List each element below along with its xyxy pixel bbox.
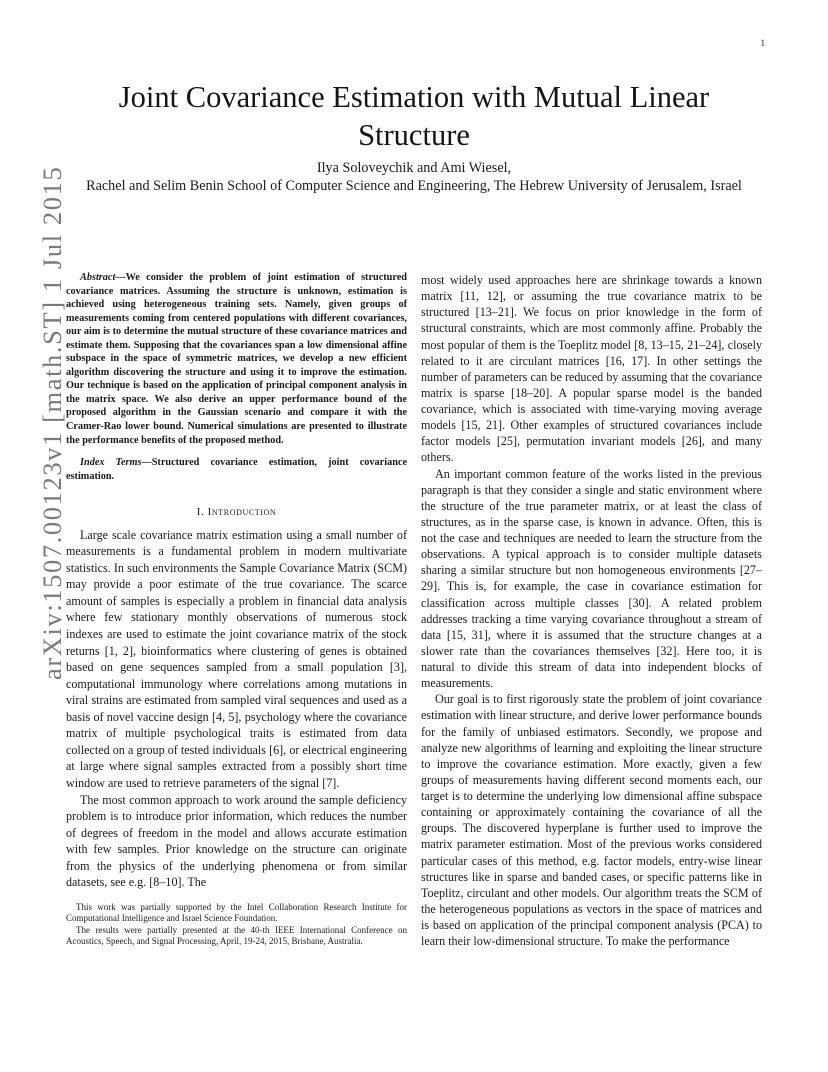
- paper-title: Joint Covariance Estimation with Mutual Linear Structure: [118, 80, 710, 152]
- author-block: [66, 159, 762, 195]
- right-column: [421, 272, 762, 949]
- abstract-text: —We consider the problem of joint estimation of structured covariance matrices. Assuming the structure is unknown, estimation is achieved using heterogeneous training sets. Namely, given groups of measurements coming from centered populations with different covariances, our aim is to determine the mutual structure of these covariance matrices and estimate them. Supposing that the covariances span a low dimensional affine subspace in the space of symmetric matrices, we develop a new efficient algorithm discovering the structure and using it to improve the estimation. Our technique is based on the application of principal component analysis in the matrix space. We also derive an upper performance bound of the proposed algorithm in the Gaussian scenario and compare it with the Cramer-Rao lower bound. Numerical simulations are presented to illustrate the performance benefits of the proposed method.: [66, 272, 407, 446]
- left-column: [66, 271, 407, 947]
- author-names: Ilya Soloveychik and Ami Wiesel,: [316, 160, 512, 176]
- page-number: 1: [760, 38, 765, 48]
- body-paragraph: most widely used approaches here are shrinkage towards a known matrix [11, 12], or assuming the true covariance matrix to be structured [13–21]. We focus on prior knowledge in the form of structural constraints, which are most commonly affine. Probably the most popular of them is the Toeplitz model [8, 13–15, 21–24], closely related to it are circulant matrices [16, 17]. In other settings the number of parameters can be reduced by assuming that the covariance matrix is sparse [18–20]. A popular sparse model is the banded covariance, which is associated with time-varying moving average models [15, 21]. Other examples of structured covariances include factor models [25], permutation invariant models [26], and many others.: [421, 273, 762, 465]
- body-paragraph: An important common feature of the works listed in the previous paragraph is that they consider a single and static environment where the structure of the true parameter matrix, or at least the class of structures, as in the sparse case, is known in advance. Often, this is not the case and techniques are needed to learn the structure from the observations. A typical approach is to consider multiple datasets sharing a similar structure but non homogeneous environments [27–29]. This is, for example, the case in covariance estimation for classification across multiple classes [30]. A related problem addresses tracking a time varying covariance throughout a stream of data [15, 31], where it is assumed that the structure changes at a slower rate than the covariances themselves [32]. Here too, it is natural to divide this stream of data into independent blocks of measurements.: [421, 466, 762, 691]
- intro-paragraph: Large scale covariance matrix estimation using a small number of measurements is a fundamental problem in modern multivariate statistics. In such environments the Sample Covariance Matrix (SCM) may provide a poor estimate of the true covariance. The scarce amount of samples is especially a problem in financial data analysis where few stationary monthly observations of numerous stock indexes are used to estimate the joint covariance matrix of the stock returns [1, 2], bioinformatics where clustering of genes is obtained based on gene sequences sampled from a small population [3], computational immunology where correlations among mutations in viral strains are estimated from sampled viral sequences and used as a basis of novel vaccine design [4, 5], psychology where the covariance matrix of multiple psychological traits is estimated from data collected on a group of tested individuals [6], or electrical engineering at large where signal samples extracted from a possibly short time window are used to retrieve parameters of the signal [7].: [66, 527, 407, 790]
- abstract-label: Abstract: [80, 272, 116, 283]
- intro-paragraph: The most common approach to work around the sample deficiency problem is to introduce prior information, which reduces the number of degrees of freedom in the model and allows accurate estimation with few samples. Prior knowledge on the structure can originate from the physics of the underlying phenomena or from similar datasets, see e.g. [8–10]. The: [66, 792, 407, 890]
- author-affiliation: Rachel and Selim Benin School of Computer Science and Engineering, The Hebrew University of Jerusalem, Israel: [86, 178, 742, 194]
- index-terms-label: Index Terms: [80, 457, 142, 469]
- footnote-conference: The results were partially presented at the 40-th IEEE International Conference on Acoustics, Speech, and Signal Processing, April, 19-24, 2015, Brisbane, Australia.: [66, 924, 407, 946]
- index-terms: [66, 456, 407, 483]
- index-terms-text: —Structured covariance estimation, joint covariance estimation.: [66, 457, 407, 482]
- abstract: [66, 271, 407, 447]
- body-paragraph: Our goal is to first rigorously state the problem of joint covariance estimation with linear structure, and derive lower performance bounds for the family of unbiased estimators. Secondly, we propose and analyze new algorithms of learning and exploiting the linear structure to improve the covariance estimation. More exactly, given a few groups of measurements having different second moments each, our target is to determine the underlying low dimensional affine subspace containing or approximately containing the covariance of all the groups. The discovered hyperplane is further used to improve the matrix parameter estimation. Most of the previous works considered particular cases of this method, e.g. factor models, entry-wise linear structures like in sparse and banded cases, or specific patterns like in Toeplitz, circulant and other models. Our algorithm treats the SCM of the heterogeneous populations as vectors in the space of matrices and is based on application of the principal component analysis (PCA) to learn their low-dimensional structure. To make the performance: [421, 692, 762, 949]
- arxiv-identifier-watermark[interactable]: arXiv:1507.00123v1 [math.ST] 1 Jul 2015: [37, 165, 67, 680]
- footnote-funding: This work was partially supported by the Intel Collaboration Research Institute for Computational Intelligence and Israel Science Foundation.: [66, 901, 407, 924]
- section-heading-introduction: I. Introduction: [196, 506, 277, 519]
